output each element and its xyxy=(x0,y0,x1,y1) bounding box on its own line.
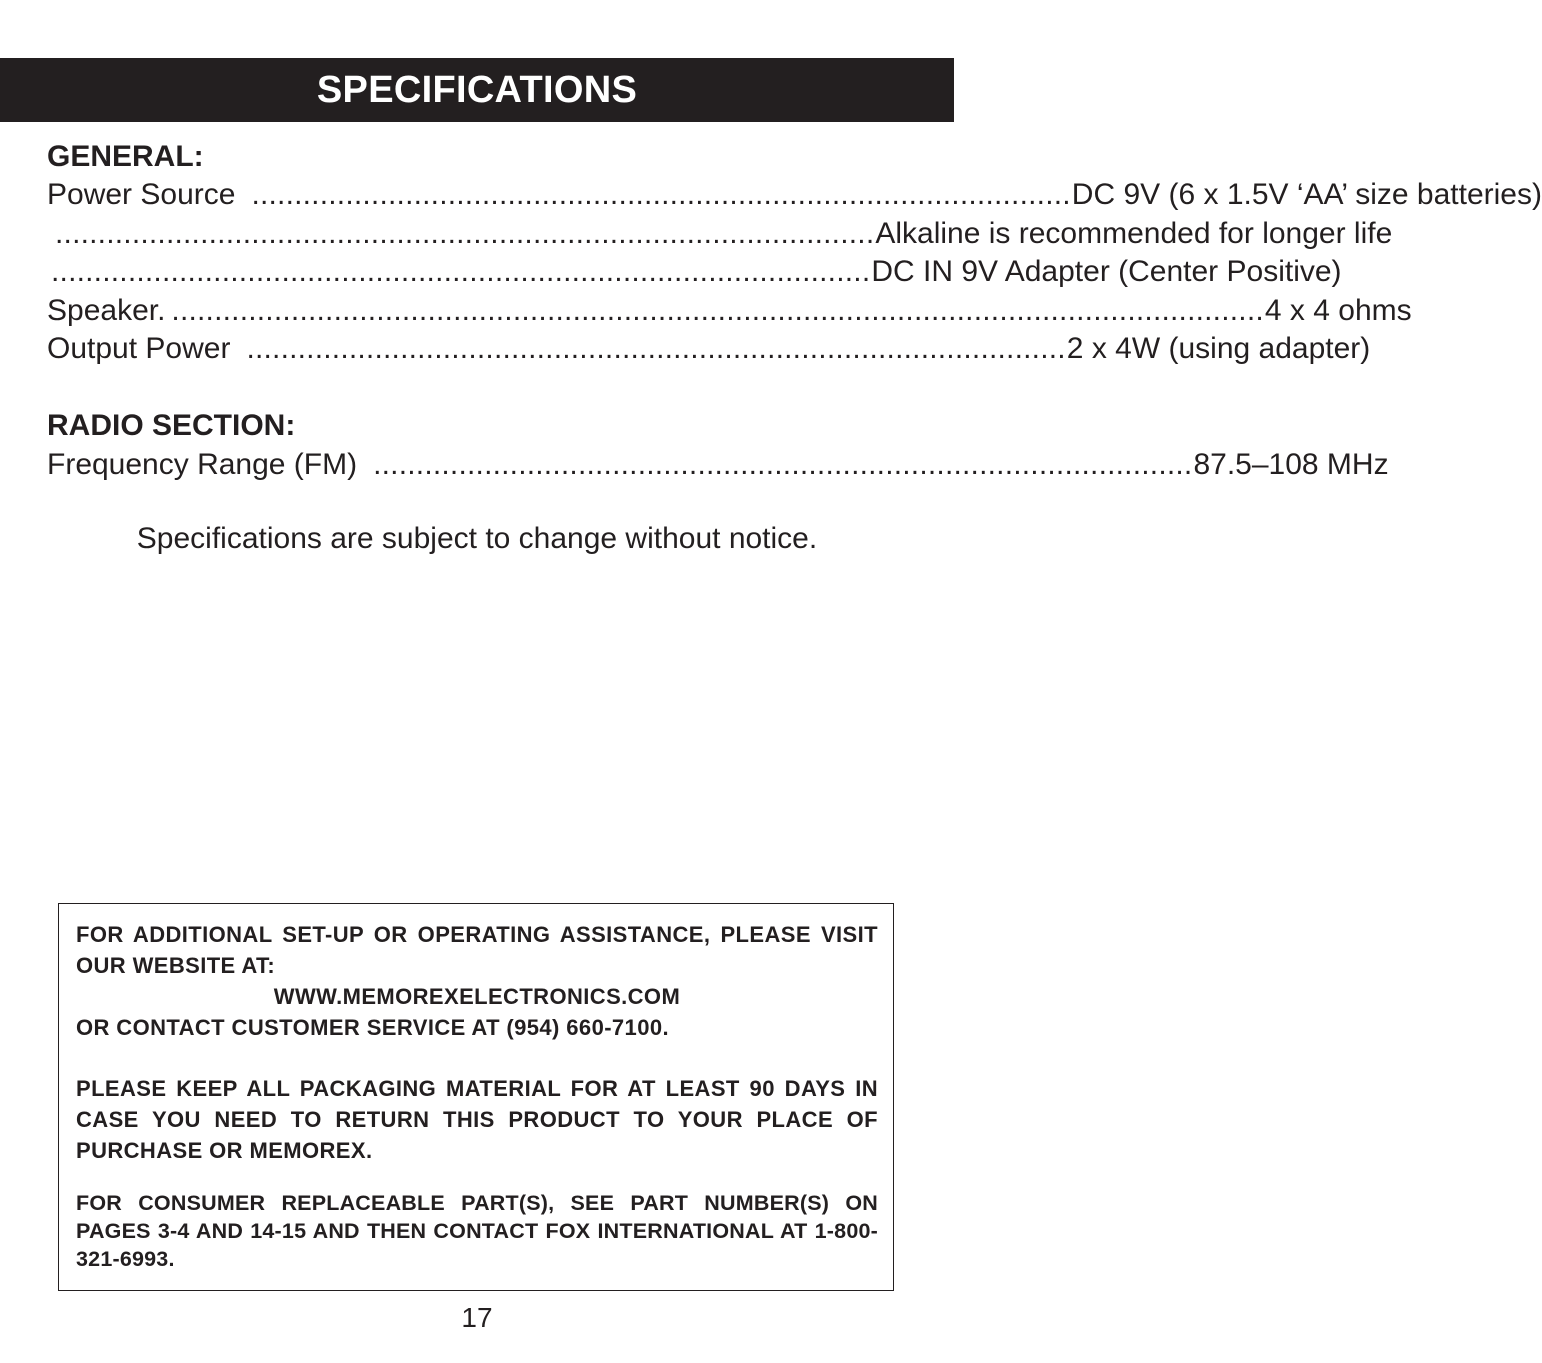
leader-dots: ................................................................................................ xyxy=(246,332,1066,365)
spec-label: Output Power xyxy=(47,332,231,365)
leader-dots: ................................................................................................................................ xyxy=(171,294,1264,327)
spec-row-speaker xyxy=(47,292,1412,330)
radio-heading xyxy=(47,407,887,445)
assistance-text: FOR ADDITIONAL SET-UP OR OPERATING ASSISTANCE, PLEASE VISIT OUR WEBSITE AT: xyxy=(76,922,878,978)
assistance-box xyxy=(58,903,894,1291)
spec-label: Speaker. xyxy=(47,294,166,327)
page-number: 17 xyxy=(461,1302,493,1333)
leader-dots: ................................................................................................ xyxy=(373,448,1193,481)
packaging-paragraph: PLEASE KEEP ALL PACKAGING MATERIAL FOR AT LEAST 90 DAYS IN CASE YOU NEED TO RETURN THIS PRODUCT TO YOUR PLACE OF PURCHASE OR MEMOREX. xyxy=(76,1076,878,1163)
leader-dots: ................................................................................................ xyxy=(51,255,871,288)
leader-dots: ................................................................................................ xyxy=(55,217,875,250)
spec-value: DC 9V (6 x 1.5V ‘AA’ size batteries) xyxy=(1071,178,1542,211)
spec-value: 2 x 4W (using adapter) xyxy=(1066,332,1371,365)
assistance-paragraph xyxy=(76,919,878,1043)
spec-value: 4 x 4 ohms xyxy=(1264,294,1412,327)
radio-heading-text: RADIO SECTION: xyxy=(47,409,296,442)
spec-row-power-source xyxy=(47,176,1542,214)
spec-row-output-power xyxy=(47,330,1371,368)
spec-row-adapter xyxy=(47,253,1342,291)
spec-row-frequency-range xyxy=(47,446,1389,484)
spec-value: Alkaline is recommended for longer life xyxy=(875,217,1393,250)
spec-row-alkaline xyxy=(47,215,1393,253)
customer-service-text: OR CONTACT CUSTOMER SERVICE AT (954) 660-7100. xyxy=(76,1015,669,1040)
general-heading-text: GENERAL: xyxy=(47,140,204,173)
title-bar xyxy=(0,58,954,122)
spec-value: 87.5–108 MHz xyxy=(1193,448,1389,481)
leader-dots: ................................................................................................ xyxy=(251,178,1071,211)
page-title: SPECIFICATIONS xyxy=(316,68,638,111)
general-heading xyxy=(47,138,887,176)
change-notice: Specifications are subject to change without notice. xyxy=(136,522,818,555)
parts-paragraph: FOR CONSUMER REPLACEABLE PART(S), SEE PART NUMBER(S) ON PAGES 3-4 AND 14-15 AND THEN CONTACT FOX INTERNATIONAL AT 1-800-321-6993. xyxy=(76,1191,878,1271)
spec-label: Frequency Range (FM) xyxy=(47,448,358,481)
spec-label: Power Source xyxy=(47,178,236,211)
website-link[interactable]: WWW.MEMOREXELECTRONICS.COM xyxy=(273,984,681,1009)
spec-value: DC IN 9V Adapter (Center Positive) xyxy=(871,255,1342,288)
